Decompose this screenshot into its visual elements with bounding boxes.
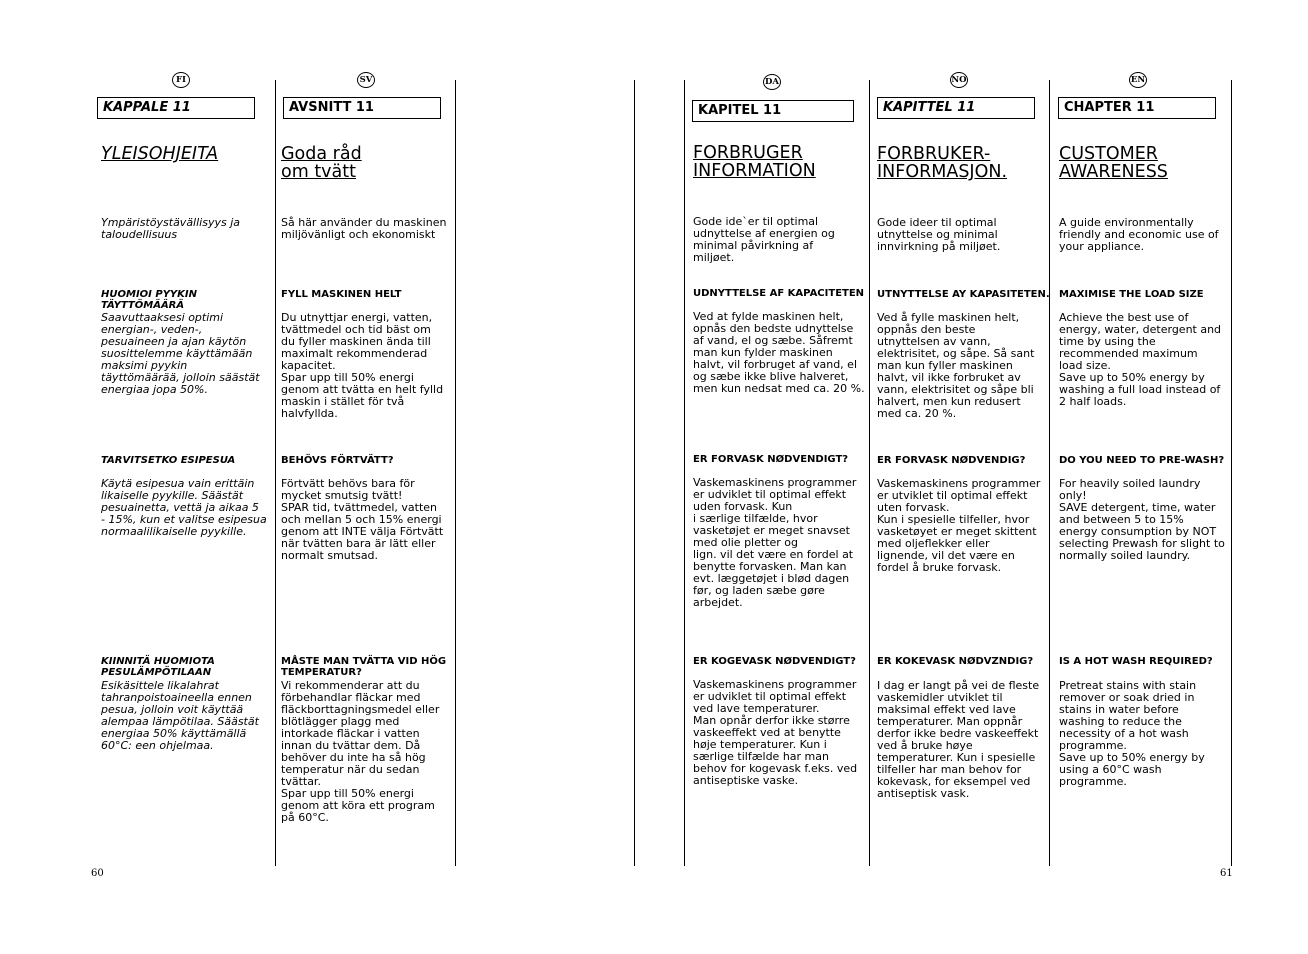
language-badge-en: EN bbox=[1129, 72, 1147, 88]
body-hotwash-da: Vaskemaskinens programmer er udviklet til optimal effekt ved lave temperaturer. Man opnår derfor ikke større vaskeeffekt ved at benytte høje temperaturer. Kun i særlige tilfælde har man behov for kogevask f.eks. ved antiseptiske vaske. bbox=[693, 678, 858, 787]
column-divider bbox=[684, 80, 685, 866]
body-hotwash-sv: Vi rekommenderar att du förbehandlar fläckar med fläckborttagningsmedel eller blötlägger plagg med intorkade fläckar i vatten innan du tvättar dem. Då behöver du inte ha så hög temperatur när du sedan tvättar. Spar upp till 50% energi genom att köra ett program på 60°C. bbox=[281, 679, 440, 824]
chapter-box-sv: AVSNITT 11 bbox=[283, 97, 441, 119]
body-load-sv: Du utnyttjar energi, vatten, tvättmedel och tid bäst om du fyller maskinen ända till maximalt rekommenderad kapacitet. Spar upp till 50% energi genom att tvätta en helt fylld maskin i stället för två halvfyllda. bbox=[281, 311, 444, 420]
subheading-load-en: MAXIMISE THE LOAD SIZE bbox=[1059, 289, 1204, 300]
page-number-left: 60 bbox=[91, 868, 104, 879]
subheading-hotwash-da: ER KOGEVASK NØDVENDIGT? bbox=[693, 656, 856, 667]
section-title-no: FORBRUKER- INFORMASJON. bbox=[877, 144, 1008, 182]
subheading-hotwash-sv: MÅSTE MAN TVÄTTA VID HÖG TEMPERATUR? bbox=[281, 656, 447, 678]
language-badge-fi: FI bbox=[172, 72, 190, 88]
language-badge-da: DA bbox=[763, 74, 781, 90]
column-divider bbox=[455, 80, 456, 866]
subheading-load-da: UDNYTTELSE AF KAPACITETEN bbox=[693, 288, 865, 299]
chapter-box-fi: KAPPALE 11 bbox=[97, 97, 255, 119]
intro-text-da: Gode ide`er til optimal udnyttelse af energien og minimal påvirkning af miljøet. bbox=[693, 215, 835, 264]
body-load-da: Ved at fylde maskinen helt, opnås den bedste udnyttelse af vand, el og sæbe. Såfremt man kun fylder maskinen halvt, vil forbruget af vand, el og sæbe ikke blive halveret, men kun nedsat med ca. 20 %. bbox=[693, 310, 865, 395]
subheading-prewash-sv: BEHÖVS FÖRTVÄTT? bbox=[281, 455, 394, 466]
body-prewash-da: Vaskemaskinens programmer er udviklet til optimal effekt uden forvask. Kun i særlige tilfælde, hvor vasketøjet er meget snavset med olie pletter og lign. vil det være en fordel at benytte forvasken. Man kan evt. læggetøjet i blød dagen før, og laden sæbe gøre arbejdet. bbox=[693, 476, 857, 609]
section-title-da: FORBRUGER INFORMATION bbox=[693, 143, 816, 181]
intro-text-no: Gode ideer til optimal utnyttelse og minimal innvirkning på miljøet. bbox=[877, 216, 1001, 253]
section-title-fi: YLEISOHJEITA bbox=[101, 144, 219, 164]
body-load-en: Achieve the best use of energy, water, detergent and time by using the recommended maximum load size. Save up to 50% energy by washing a full load instead of 2 half loads. bbox=[1059, 311, 1222, 408]
body-hotwash-no: I dag er langt på vei de fleste vaskemidler utviklet til maksimal effekt ved lave temperaturer. Man oppnår derfor ikke bedre vaskeeffekt ved å bruke høye temperaturer. Kun i spesielle tilfeller har man behov for kokevask, for eksempel ved antiseptisk vask. bbox=[877, 679, 1040, 800]
subheading-prewash-fi: TARVITSETKO ESIPESUA bbox=[101, 455, 236, 466]
column-divider bbox=[1231, 80, 1232, 866]
body-hotwash-en: Pretreat stains with stain remover or soak dried in stains in water before washing to reduce the necessity of a hot wash programme. Save up to 50% energy by using a 60°C wash programme. bbox=[1059, 679, 1205, 788]
intro-text-fi: Ympäristöystävällisyys ja taloudellisuus bbox=[101, 216, 240, 241]
section-title-sv: Goda råd om tvätt bbox=[281, 144, 362, 182]
page-number-right: 61 bbox=[1220, 868, 1233, 879]
intro-text-en: A guide environmentally friendly and economic use of your appliance. bbox=[1059, 216, 1219, 253]
column-divider bbox=[869, 80, 870, 866]
page-gutter-divider bbox=[634, 80, 635, 866]
body-hotwash-fi: Esikäsittele likalahrat tahranpoistoaineella ennen pesua, jolloin voit käyttää alempaa lämpötilaa. Säästät energiaa 50% käyttämällä 60°C: een ohjelmaa. bbox=[101, 679, 259, 752]
chapter-box-no: KAPITTEL 11 bbox=[877, 97, 1035, 119]
intro-text-sv: Så här använder du maskinen miljövänligt och ekonomiskt bbox=[281, 216, 447, 241]
subheading-prewash-da: ER FORVASK NØDVENDIGT? bbox=[693, 454, 849, 465]
body-load-no: Ved å fylle maskinen helt, oppnås den beste utnyttelsen av vann, elektrisitet, og såpe. Så sant man kun fyller maskinen halvt, vil ikke forbruket av vann, elektrisitet og såpe bli halvert, men kun redusert med ca. 20 %. bbox=[877, 311, 1035, 420]
subheading-hotwash-fi: KIINNITÄ HUOMIOTA PESULÄMPÖTILAAN bbox=[101, 656, 215, 678]
body-prewash-no: Vaskemaskinens programmer er utviklet til optimal effekt uten forvask. Kun i spesielle tilfeller, hvor vasketøyet er meget skittent med oljeflekker eller lignende, vil det være en fordel å bruke forvask. bbox=[877, 477, 1041, 574]
subheading-prewash-no: ER FORVASK NØDVENDIG? bbox=[877, 455, 1026, 466]
language-badge-sv: SV bbox=[357, 72, 375, 88]
body-prewash-fi: Käytä esipesua vain erittäin likaiselle pyykille. Säästät pesuainetta, vettä ja aikaa 5 - 15%, kun et valitse esipesua normaalilikaiselle pyykille. bbox=[101, 477, 267, 538]
column-divider bbox=[275, 80, 276, 866]
subheading-hotwash-en: IS A HOT WASH REQUIRED? bbox=[1059, 656, 1213, 667]
body-prewash-en: For heavily soiled laundry only! SAVE detergent, time, water and between 5 to 15% energy consumption by NOT selecting Prewash for slight to normally soiled laundry. bbox=[1059, 477, 1225, 562]
language-badge-no: NO bbox=[950, 72, 968, 88]
chapter-box-da: KAPITEL 11 bbox=[692, 100, 854, 122]
subheading-hotwash-no: ER KOKEVASK NØDVZNDIG? bbox=[877, 656, 1034, 667]
column-divider bbox=[1049, 80, 1050, 866]
subheading-prewash-en: DO YOU NEED TO PRE-WASH? bbox=[1059, 455, 1225, 466]
section-title-en: CUSTOMER AWARENESS bbox=[1059, 144, 1168, 182]
subheading-load-no: UTNYTTELSE AY KAPASITETEN. bbox=[877, 289, 1050, 300]
body-load-fi: Saavuttaaksesi optimi energian-, veden-, pesuaineen ja ajan käytön suosittelemme käyttämään maksimi pyykin täyttömäärää, jolloin säästät energiaa jopa 50%. bbox=[101, 311, 260, 396]
body-prewash-sv: Förtvätt behövs bara för mycket smutsig tvätt! SPAR tid, tvättmedel, vatten och mellan 5 och 15% energi genom att INTE välja Förtvätt när tvätten bara är lätt eller normalt smutsad. bbox=[281, 477, 444, 562]
chapter-box-en: CHAPTER 11 bbox=[1058, 97, 1216, 119]
subheading-load-sv: FYLL MASKINEN HELT bbox=[281, 289, 402, 300]
subheading-load-fi: HUOMIOI PYYKIN TÄYTTÖMÄÄRÄ bbox=[101, 289, 198, 311]
